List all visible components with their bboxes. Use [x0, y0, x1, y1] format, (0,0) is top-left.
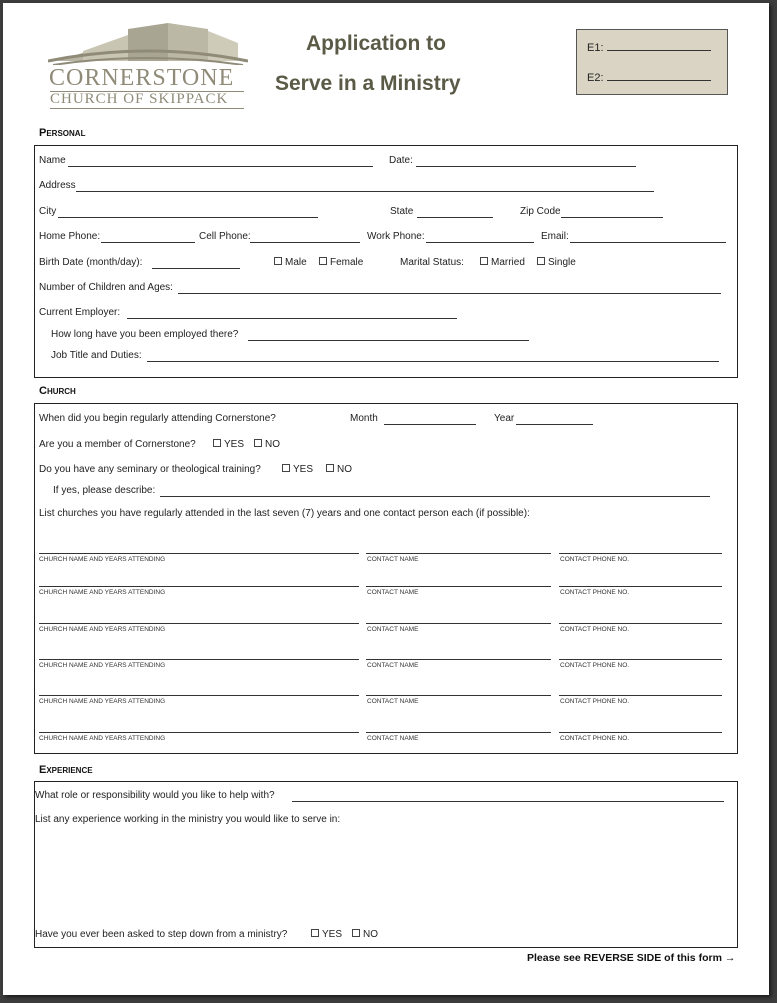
form-title-line2: Serve in a Ministry — [275, 72, 461, 95]
female-checkbox[interactable] — [319, 257, 327, 265]
list-churches-question: List churches you have regularly attended in the last seven (7) years and one contact person each (if possible): — [39, 508, 530, 519]
male-checkbox[interactable] — [274, 257, 282, 265]
cell-phone-field[interactable] — [250, 242, 360, 243]
member-yes-checkbox[interactable] — [213, 439, 221, 447]
single-option[interactable]: Single — [537, 257, 576, 268]
state-label: State — [390, 206, 414, 217]
church-name-caption: CHURCH NAME AND YEARS ATTENDING — [39, 698, 166, 705]
church-name-field-1[interactable] — [39, 553, 359, 554]
male-option[interactable]: Male — [274, 257, 307, 268]
office-use-box — [576, 29, 728, 95]
contact-name-caption: CONTACT NAME — [367, 556, 419, 563]
church-name-caption: CHURCH NAME AND YEARS ATTENDING — [39, 662, 166, 669]
state-field[interactable] — [417, 217, 493, 218]
month-label: Month — [350, 413, 378, 424]
date-field[interactable] — [416, 166, 636, 167]
church-name-field-3[interactable] — [39, 623, 359, 624]
employer-label: Current Employer: — [39, 307, 121, 318]
work-phone-label: Work Phone: — [367, 231, 425, 242]
female-option[interactable]: Female — [319, 257, 363, 268]
contact-name-caption: CONTACT NAME — [367, 662, 419, 669]
contact-phone-field-1[interactable] — [559, 553, 722, 554]
attending-question: When did you begin regularly attending Cornerstone? — [39, 413, 276, 424]
section-experience-title: Experience — [39, 764, 93, 776]
contact-name-field-2[interactable] — [366, 586, 551, 587]
contact-name-field-6[interactable] — [366, 732, 551, 733]
logo-line1: CORNERSTONE — [49, 65, 235, 91]
contact-phone-field-3[interactable] — [559, 623, 722, 624]
email-field[interactable] — [570, 242, 726, 243]
contact-phone-field-6[interactable] — [559, 732, 722, 733]
zip-label: Zip Code — [520, 206, 561, 217]
e1-field[interactable]: E1: — [587, 40, 711, 54]
home-phone-field[interactable] — [101, 242, 195, 243]
member-yes-option[interactable]: YES — [213, 439, 244, 450]
role-question: What role or responsibility would you like to help with? — [35, 790, 275, 801]
birth-date-field[interactable] — [152, 268, 240, 269]
reverse-side-note: Please see REVERSE SIDE of this form → — [527, 952, 736, 964]
seminary-no-checkbox[interactable] — [326, 464, 334, 472]
children-field[interactable] — [178, 293, 721, 294]
contact-name-field-3[interactable] — [366, 623, 551, 624]
job-title-field[interactable] — [147, 361, 719, 362]
home-phone-label: Home Phone: — [39, 231, 101, 242]
church-name-field-5[interactable] — [39, 695, 359, 696]
church-logo-icon — [48, 21, 248, 65]
step-down-yes-option[interactable]: YES — [311, 929, 342, 940]
name-label: Name — [39, 155, 66, 166]
contact-name-caption: CONTACT NAME — [367, 698, 419, 705]
contact-phone-caption: CONTACT PHONE NO. — [560, 735, 630, 742]
how-long-field[interactable] — [248, 340, 529, 341]
children-label: Number of Children and Ages: — [39, 282, 173, 293]
contact-name-caption: CONTACT NAME — [367, 626, 419, 633]
seminary-yes-checkbox[interactable] — [282, 464, 290, 472]
address-label: Address — [39, 180, 76, 191]
birth-date-label: Birth Date (month/day): — [39, 257, 143, 268]
contact-phone-field-2[interactable] — [559, 586, 722, 587]
church-name-caption: CHURCH NAME AND YEARS ATTENDING — [39, 626, 166, 633]
church-name-field-6[interactable] — [39, 732, 359, 733]
year-label: Year — [494, 413, 515, 424]
experience-textarea[interactable] — [35, 829, 733, 924]
date-label: Date: — [389, 155, 413, 166]
form-title-line1: Application to — [306, 32, 446, 55]
seminary-question: Do you have any seminary or theological training? — [39, 464, 261, 475]
contact-phone-field-4[interactable] — [559, 659, 722, 660]
section-personal-title: Personal — [39, 127, 86, 139]
month-field[interactable] — [384, 424, 476, 425]
seminary-yes-option[interactable]: YES — [282, 464, 313, 475]
city-field[interactable] — [58, 217, 318, 218]
role-field[interactable] — [292, 801, 724, 802]
married-option[interactable]: Married — [480, 257, 525, 268]
step-down-no-checkbox[interactable] — [352, 929, 360, 937]
job-title-label: Job Title and Duties: — [51, 350, 142, 361]
section-church-title: Church — [39, 385, 76, 397]
form-page — [3, 3, 769, 995]
city-label: City — [39, 206, 57, 217]
member-no-option[interactable]: NO — [254, 439, 280, 450]
marital-status-label: Marital Status: — [400, 257, 464, 268]
church-name-caption: CHURCH NAME AND YEARS ATTENDING — [39, 589, 166, 596]
seminary-no-option[interactable]: NO — [326, 464, 352, 475]
employer-field[interactable] — [127, 318, 457, 319]
contact-phone-caption: CONTACT PHONE NO. — [560, 698, 630, 705]
church-name-field-4[interactable] — [39, 659, 359, 660]
how-long-label: How long have you been employed there? — [51, 329, 239, 340]
cell-phone-label: Cell Phone: — [199, 231, 251, 242]
zip-field[interactable] — [561, 217, 663, 218]
contact-phone-caption: CONTACT PHONE NO. — [560, 626, 630, 633]
experience-question: List any experience working in the ministry you would like to serve in: — [35, 814, 341, 825]
describe-label: If yes, please describe: — [53, 485, 156, 496]
contact-name-field-5[interactable] — [366, 695, 551, 696]
logo-line2: CHURCH OF SKIPPACK — [50, 91, 229, 107]
church-name-field-2[interactable] — [39, 586, 359, 587]
single-checkbox[interactable] — [537, 257, 545, 265]
year-field[interactable] — [516, 424, 593, 425]
contact-phone-caption: CONTACT PHONE NO. — [560, 556, 630, 563]
church-name-caption: CHURCH NAME AND YEARS ATTENDING — [39, 556, 166, 563]
logo-divider-bottom — [50, 108, 244, 109]
describe-field[interactable] — [160, 496, 710, 497]
contact-name-field-4[interactable] — [366, 659, 551, 660]
church-name-caption: CHURCH NAME AND YEARS ATTENDING — [39, 735, 166, 742]
step-down-no-option[interactable]: NO — [352, 929, 378, 940]
contact-phone-caption: CONTACT PHONE NO. — [560, 662, 630, 669]
contact-phone-field-5[interactable] — [559, 695, 722, 696]
member-no-checkbox[interactable] — [254, 439, 262, 447]
name-field[interactable] — [68, 166, 373, 167]
work-phone-field[interactable] — [426, 242, 534, 243]
contact-name-caption: CONTACT NAME — [367, 735, 419, 742]
email-label: Email: — [541, 231, 569, 242]
contact-name-field-1[interactable] — [366, 553, 551, 554]
married-checkbox[interactable] — [480, 257, 488, 265]
step-down-yes-checkbox[interactable] — [311, 929, 319, 937]
contact-name-caption: CONTACT NAME — [367, 589, 419, 596]
address-field[interactable] — [76, 191, 654, 192]
e2-field[interactable]: E2: — [587, 70, 711, 84]
contact-phone-caption: CONTACT PHONE NO. — [560, 589, 630, 596]
member-question: Are you a member of Cornerstone? — [39, 439, 196, 450]
step-down-question: Have you ever been asked to step down from a ministry? — [35, 929, 288, 940]
